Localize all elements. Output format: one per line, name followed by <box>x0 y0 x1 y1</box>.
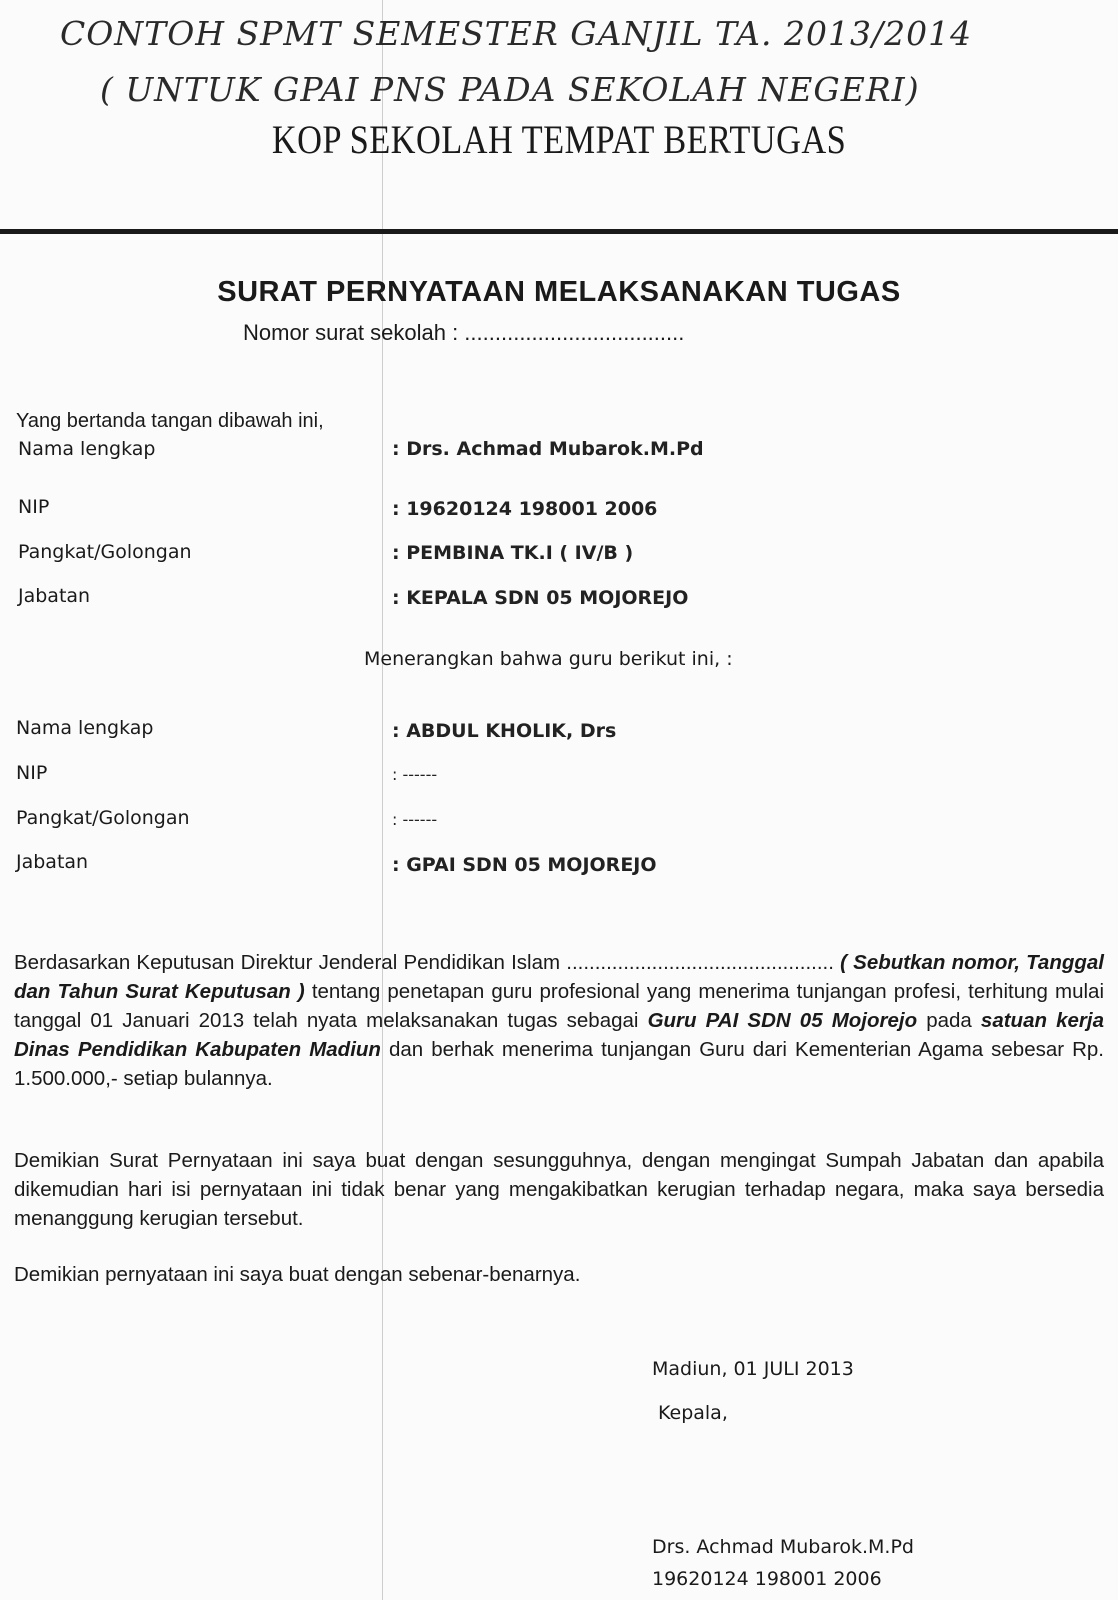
paragraph-decree-text4: dan berhak menerima tunjangan Guru dari Kementerian Agama sebesar Rp. 1.500.000,- setiap bulannya. <box>14 1038 1105 1090</box>
signature-place-date: Madiun, 01 JULI 2013 <box>652 1358 854 1380</box>
signer-name-label: Nama lengkap <box>18 438 156 460</box>
teacher-rank-value: : ------ <box>392 810 438 829</box>
paragraph-decree-text3: pada <box>917 1009 981 1032</box>
menerangkan-text: Menerangkan bahwa guru berikut ini, : <box>364 648 733 670</box>
teacher-position-value: : GPAI SDN 05 MOJOREJO <box>392 854 657 876</box>
document-title: SURAT PERNYATAAN MELAKSANAKAN TUGAS <box>217 276 901 308</box>
fold-line <box>382 0 383 1600</box>
teacher-name-label: Nama lengkap <box>16 717 154 739</box>
teacher-position-label: Jabatan <box>16 851 89 873</box>
letter-number: Nomor surat sekolah : .................................... <box>243 320 685 345</box>
signer-name-value: : Drs. Achmad Mubarok.M.Pd <box>392 438 704 460</box>
paragraph-decree-bold2: Guru PAI SDN 05 Mojorejo <box>647 1009 918 1032</box>
paragraph-decree <box>14 948 1104 1093</box>
teacher-name-value: : ABDUL KHOLIK, Drs <box>392 720 617 742</box>
paragraph-decree-bold1: ( Sebutkan nomor, Tanggal dan Tahun Surat Keputusan ) <box>14 951 1104 1003</box>
teacher-rank-label: Pangkat/Golongan <box>16 807 190 829</box>
teacher-nip-label: NIP <box>16 762 48 784</box>
signer-rank-label: Pangkat/Golongan <box>18 541 192 563</box>
paragraph-decree-bold3: satuan kerja Dinas Pendidikan Kabupaten Madiun <box>14 1009 1104 1061</box>
signer-position-value: : KEPALA SDN 05 MOJOREJO <box>392 587 689 609</box>
handwritten-header-line1: CONTOH SPMT SEMESTER GANJIL TA. 2013/2014 <box>60 14 973 53</box>
paragraph-closing: Demikian pernyataan ini saya buat dengan sebenar-benarnya. <box>14 1263 581 1286</box>
signature-name: Drs. Achmad Mubarok.M.Pd <box>652 1536 914 1558</box>
paragraph-oath: Demikian Surat Pernyataan ini saya buat dengan sesungguhnya, dengan mengingat Sumpah Jabatan dan apabila dikemudian hari isi pernyataan ini tidak benar yang mengakibatkan kerugian terhadap negara, maka saya bersedia menanggung kerugian tersebut. <box>14 1149 1104 1230</box>
intro-text: Yang bertanda tangan dibawah ini, <box>16 410 324 432</box>
signer-position-label: Jabatan <box>18 585 91 607</box>
paragraph-decree-text1: Berdasarkan Keputusan Direktur Jenderal Pendidikan Islam ............................................... <box>14 951 834 974</box>
signature-nip: 19620124 198001 2006 <box>652 1568 882 1590</box>
signature-position: Kepala, <box>658 1402 728 1424</box>
signer-nip-value: : 19620124 198001 2006 <box>392 498 658 520</box>
letterhead-title: KOP SEKOLAH TEMPAT BERTUGAS <box>271 117 847 162</box>
letterhead-rule <box>0 229 1118 234</box>
handwritten-header-line2: ( UNTUK GPAI PNS PADA SEKOLAH NEGERI) <box>100 70 920 109</box>
signer-nip-label: NIP <box>18 496 50 518</box>
paragraph-decree-text2: tentang penetapan guru profesional yang menerima tunjangan profesi, terhitung mulai tanggal 01 Januari 2013 telah nyata melaksanakan tugas sebagai <box>14 980 1105 1032</box>
teacher-nip-value: : ------ <box>392 765 438 784</box>
signer-rank-value: : PEMBINA TK.I ( IV/B ) <box>392 542 634 564</box>
